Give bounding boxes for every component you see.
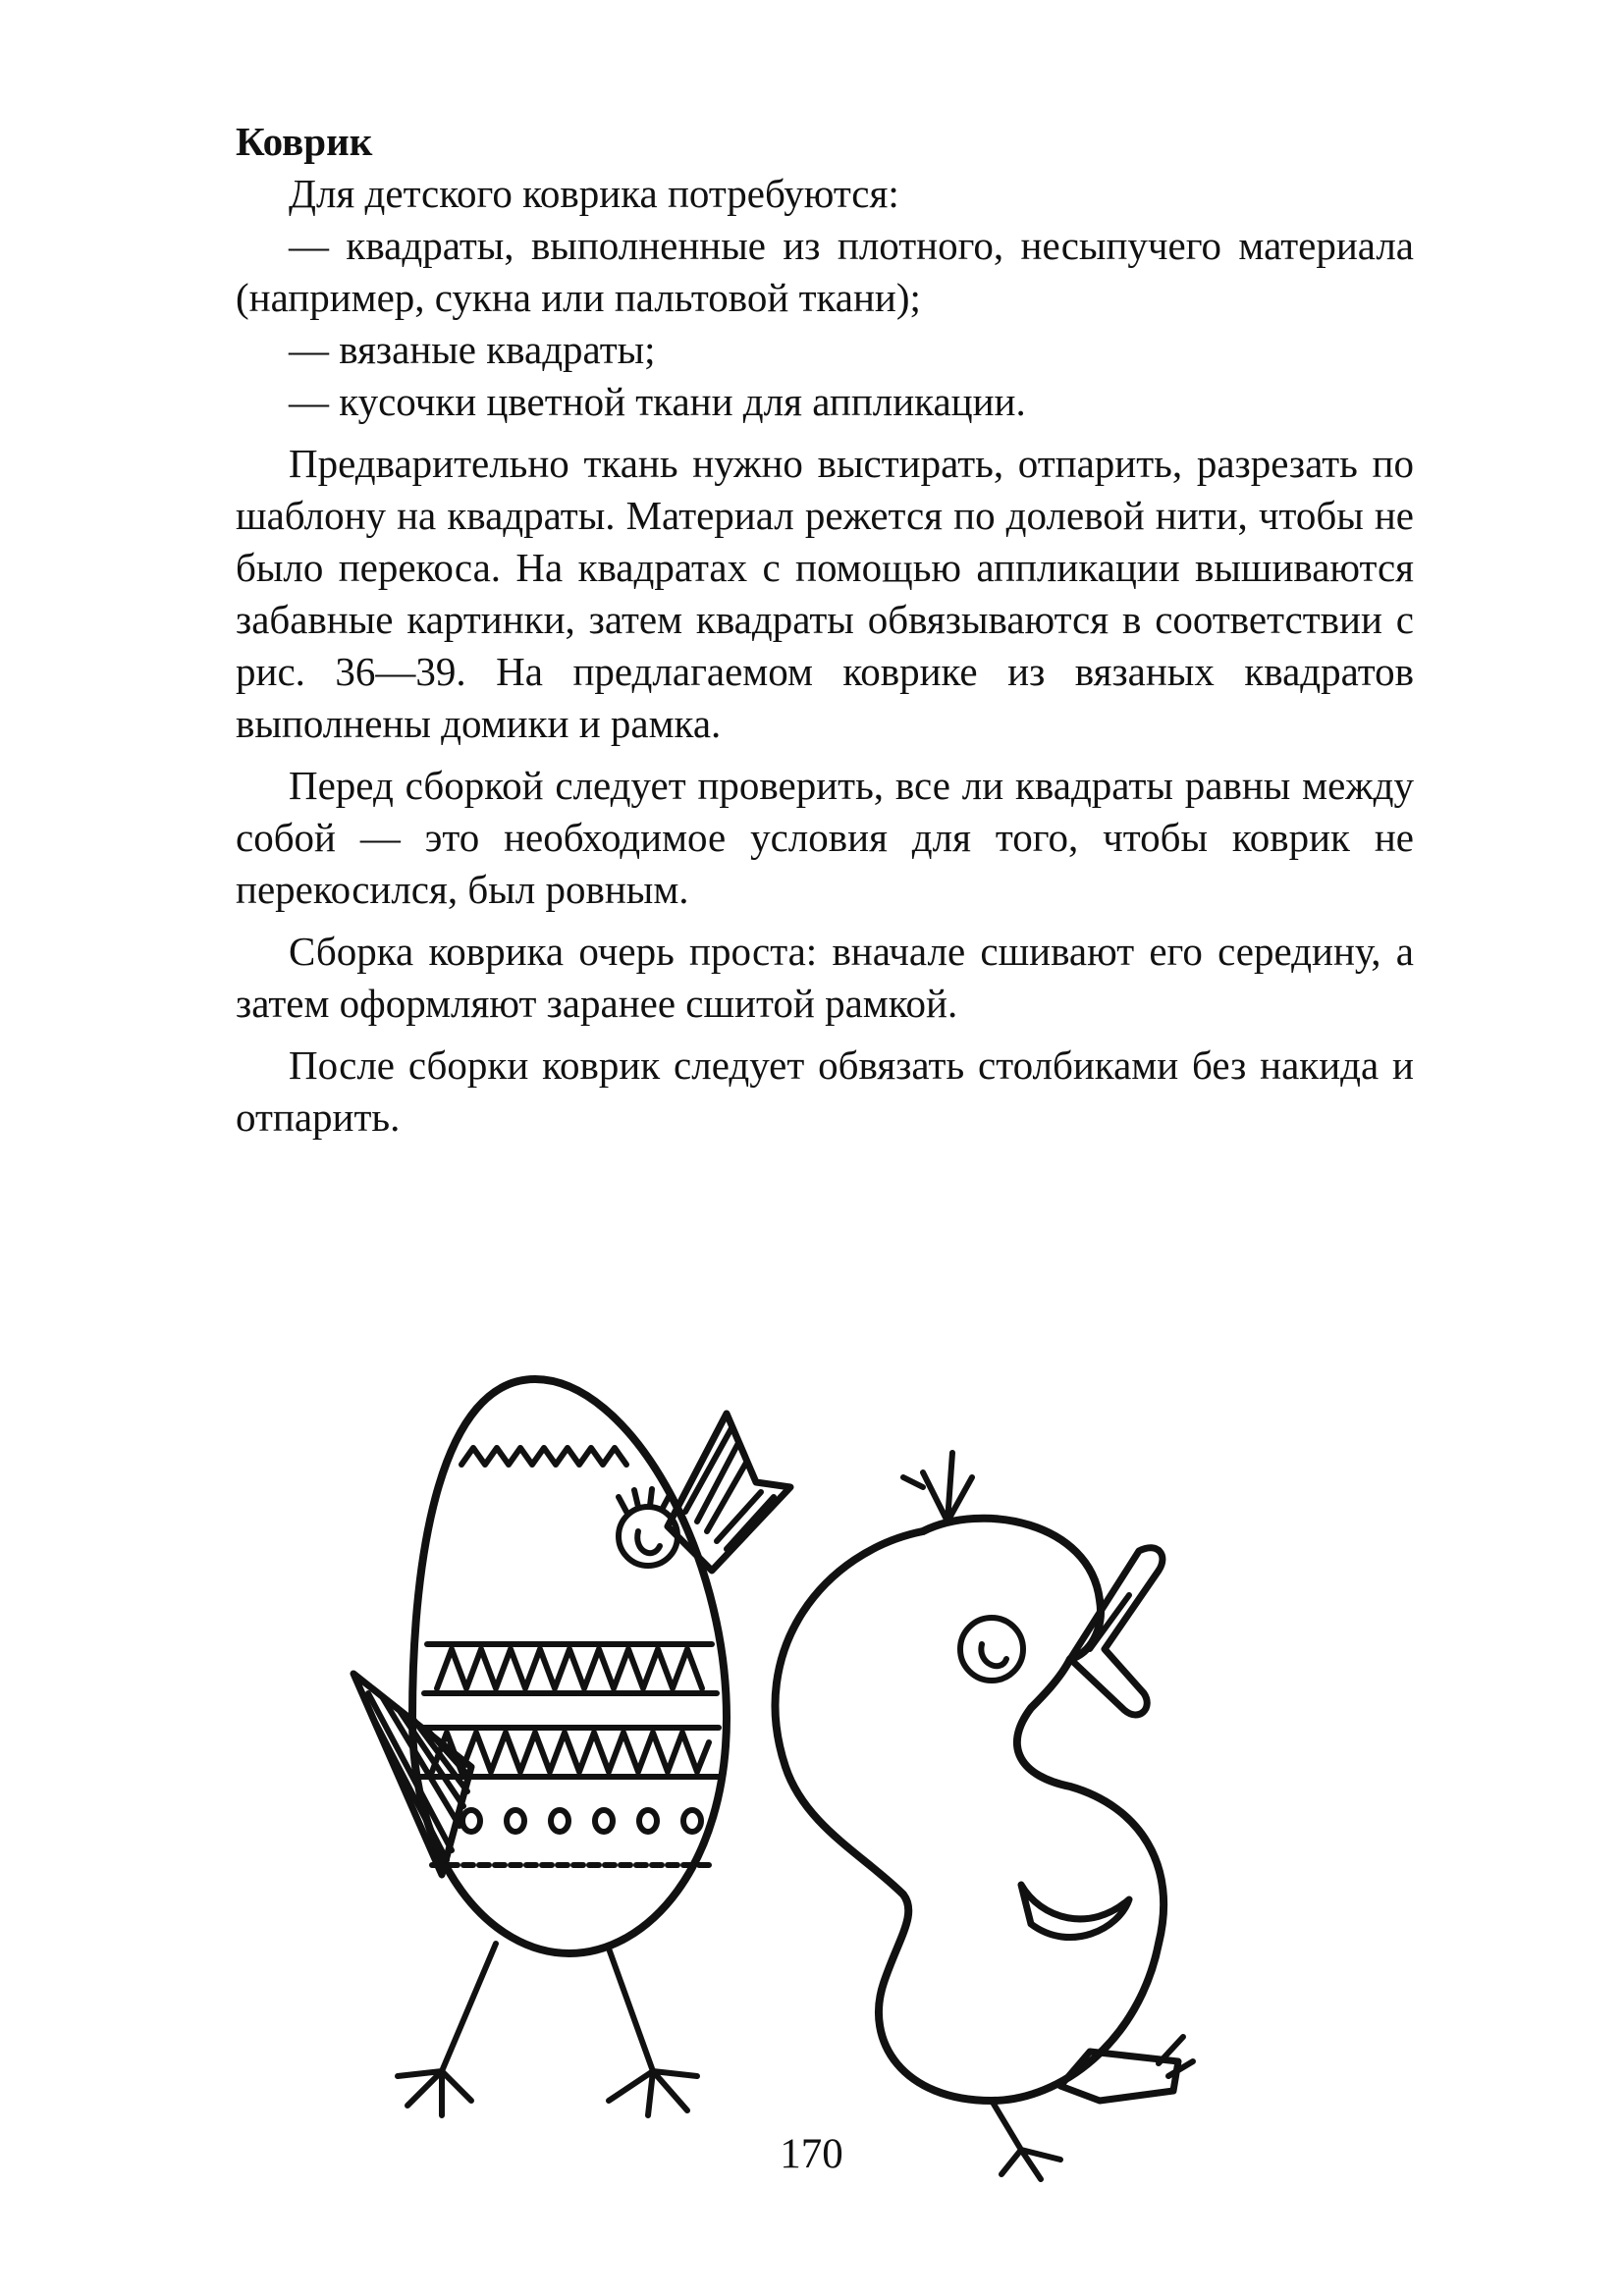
egg-band-lower (420, 1728, 719, 1777)
paragraph: Предварительно ткань нужно выстирать, отпарить, разрезать по шаблону на квадраты. Материал режется по долевой нити, чтобы не было перекоса. На квадратах с помощью аппликации вышиваются забавные картинки, затем квадраты обвязываются в соответствии с рис. 36—39. На предлагаемом коврике из вязаных квадратов выполнены домики и рамка. (236, 441, 1414, 746)
paragraph: После сборки коврик следует обвязать столбиками без накида и отпарить. (236, 1042, 1414, 1140)
egg-bird-wing (668, 1414, 790, 1571)
text-block (236, 116, 1414, 1144)
paragraph: Перед сборкой следует проверить, все ли квадраты равны между собой — это необходимое условия для того, чтобы коврик не перекосился, был ровным. (236, 763, 1414, 912)
paragraph: — вязаные квадраты; (289, 327, 656, 372)
duckling-wing (1021, 1885, 1129, 1938)
duckling-beak (1070, 1548, 1163, 1715)
page-number: 170 (780, 2131, 843, 2177)
egg-dots-row (462, 1810, 701, 1832)
egg-bird-drawing (353, 1379, 790, 2115)
paragraph: Для детского коврика потребуются: (289, 171, 899, 216)
paragraph: — квадраты, выполненные из плотного, несыпучего материала (например, сукна или пальтовой ткани); (236, 223, 1414, 320)
duckling-drawing (775, 1453, 1193, 2179)
section-heading: Коврик (236, 119, 373, 164)
paragraph: Сборка коврика очерь проста: вначале сшивают его середину, а затем оформляют заранее сшитой рамкой. (236, 929, 1414, 1026)
egg-band-upper (424, 1644, 717, 1693)
illustration (314, 1355, 1296, 2218)
egg-bird-legs (398, 1944, 697, 2115)
paragraph: — кусочки цветной ткани для аппликации. (289, 379, 1026, 424)
duckling-eye (960, 1618, 1023, 1681)
duckling-tuft (903, 1453, 972, 1522)
egg-zigzag-top (461, 1448, 626, 1465)
